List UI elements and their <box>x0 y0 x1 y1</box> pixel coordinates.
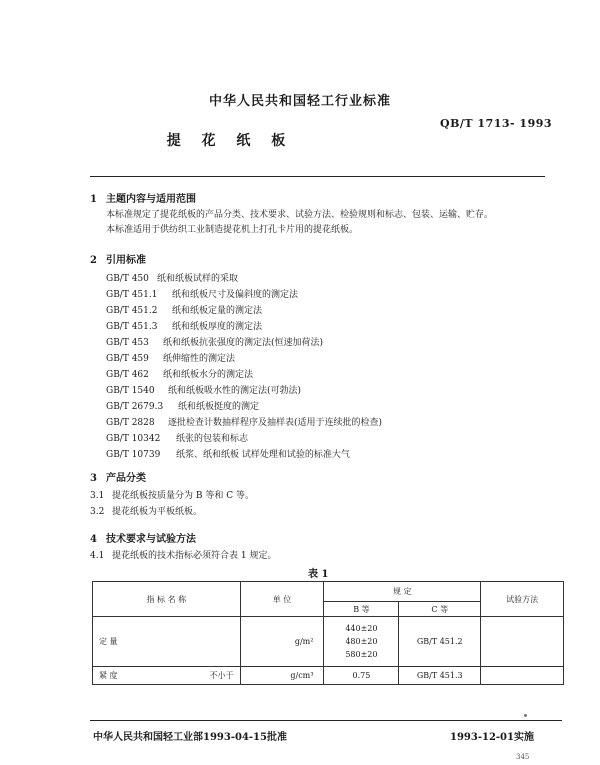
cell-value: 580±20 <box>345 650 378 659</box>
reference-item <box>106 383 301 396</box>
reference-name: 纸和纸板尺寸及偏斜度的测定法 <box>172 290 299 300</box>
page-number: 345 <box>516 753 530 761</box>
clause-item <box>90 549 276 564</box>
reference-name: 纸和纸板定量的测定法 <box>172 306 263 316</box>
reference-code: GB/T 451.3 <box>106 322 158 332</box>
reference-item <box>106 319 262 332</box>
cell-unit: g/m² <box>240 617 324 667</box>
document-title: 提 花 纸 板 <box>166 133 294 149</box>
reference-name: 纸和纸板挺度的测定 <box>178 402 260 412</box>
reference-name: 纸和纸板厚度的测定法 <box>172 322 263 332</box>
table-caption: 表 1 <box>308 569 329 580</box>
section-number: 1 <box>90 194 97 205</box>
cell-grade-c: GB/T 451.2 <box>399 617 481 667</box>
header-grade-c: C 等 <box>399 602 481 617</box>
reference-item <box>106 351 235 364</box>
reference-code: GB/T 10739 <box>106 450 161 460</box>
cell-value: 440±20 <box>345 624 378 633</box>
reference-name: 纸和纸板水分的测定法 <box>163 370 254 380</box>
section-title: 技术要求与试验方法 <box>106 534 196 545</box>
section-title: 主题内容与适用范围 <box>106 194 196 205</box>
effective-date: 1993-12-01实施 <box>450 732 534 743</box>
reference-code: GB/T 10342 <box>106 434 161 444</box>
cell-grade-b <box>324 667 399 685</box>
section-number: 3 <box>90 473 97 484</box>
spec-table <box>92 581 564 685</box>
reference-code: GB/T 1540 <box>106 386 155 396</box>
clause-number: 3.1 <box>90 491 105 501</box>
section-1-body <box>106 208 566 238</box>
clause-item <box>90 489 254 504</box>
indicator-name: 紧 度 <box>99 671 118 680</box>
reference-name: 纸和纸板试样的采取 <box>157 274 239 284</box>
reference-item <box>106 399 259 412</box>
clause-text: 提花纸板按质量分为 B 等和 C 等。 <box>112 491 254 501</box>
top-divider <box>90 176 545 177</box>
cell-value: 0.75 <box>352 671 371 680</box>
reference-code: GB/T 451.1 <box>106 290 158 300</box>
section-number: 2 <box>90 255 97 266</box>
header-unit: 单 位 <box>240 582 324 617</box>
header-spec: 规 定 <box>324 582 481 602</box>
section-number: 4 <box>90 534 97 545</box>
paragraph: 本标准规定了提花纸板的产品分类、技术要求、试验方法、检验规则和标志、包装、运输、贮存。 <box>106 210 494 220</box>
section-title: 产品分类 <box>106 473 146 484</box>
org-title: 中华人民共和国轻工行业标准 <box>208 94 391 109</box>
cell-method <box>481 667 564 685</box>
reference-code: GB/T 453 <box>106 338 149 348</box>
reference-code: GB/T 2679.3 <box>106 402 164 412</box>
standard-number: QB/T 1713- 1993 <box>440 117 553 130</box>
paragraph: 本标准适用于供纺织工业制造提花机上打孔卡片用的提花纸板。 <box>106 225 359 235</box>
table-row <box>93 667 564 685</box>
header-grade-b: B 等 <box>324 602 399 617</box>
reference-item <box>106 287 298 300</box>
reference-name: 纸浆、纸和纸板 试样处理和试验的标准大气 <box>176 450 350 460</box>
cell-grade-b <box>324 617 399 667</box>
reference-name: 纸和纸板抗张强度的测定法(恒速加荷法) <box>163 338 324 348</box>
approval-note: 中华人民共和国轻工业部1993-04-15批准 <box>93 732 287 743</box>
reference-item <box>106 447 350 460</box>
section-title: 引用标准 <box>106 255 146 266</box>
clause-number: 3.2 <box>90 507 105 517</box>
reference-code: GB/T 459 <box>106 354 149 364</box>
section-4-heading <box>90 530 196 545</box>
reference-item <box>106 367 253 380</box>
reference-code: GB/T 462 <box>106 370 149 380</box>
clause-text: 提花纸板为平板纸板。 <box>112 507 203 517</box>
reference-name: 纸和纸板吸水性的测定法(可勃法) <box>168 386 302 396</box>
reference-item <box>106 271 238 284</box>
header-indicator: 指 标 名 称 <box>93 582 241 617</box>
indicator-qualifier: 不小于 <box>209 671 234 680</box>
cell-indicator <box>93 667 241 685</box>
reference-name: 逐批检查计数抽样程序及抽样表(适用于连续批的检查) <box>168 418 383 428</box>
header-method: 试验方法 <box>481 582 564 617</box>
section-1-heading <box>90 190 196 205</box>
reference-item <box>106 415 382 428</box>
cell-indicator: 定 量 <box>93 617 241 667</box>
reference-code: GB/T 450 <box>106 274 149 284</box>
scan-speck <box>524 714 527 717</box>
section-2-heading <box>90 251 146 266</box>
reference-code: GB/T 451.2 <box>106 306 158 316</box>
clause-number: 4.1 <box>90 551 105 561</box>
reference-item <box>106 303 262 316</box>
reference-code: GB/T 2828 <box>106 418 155 428</box>
clause-text: 提花纸板的技术指标必须符合表 1 规定。 <box>112 551 277 561</box>
table-row <box>93 617 564 667</box>
reference-name: 纸张的包装和标志 <box>176 434 249 444</box>
cell-value: 480±20 <box>345 637 378 646</box>
section-3-heading <box>90 469 146 484</box>
bottom-divider <box>90 720 562 721</box>
reference-item <box>106 335 323 348</box>
reference-item <box>106 431 248 444</box>
clause-item <box>90 505 202 520</box>
cell-unit: g/cm³ <box>240 667 324 685</box>
cell-method <box>481 617 564 667</box>
reference-name: 纸伸缩性的测定法 <box>163 354 236 364</box>
cell-grade-c: GB/T 451.3 <box>399 667 481 685</box>
table-header-row <box>93 582 564 602</box>
